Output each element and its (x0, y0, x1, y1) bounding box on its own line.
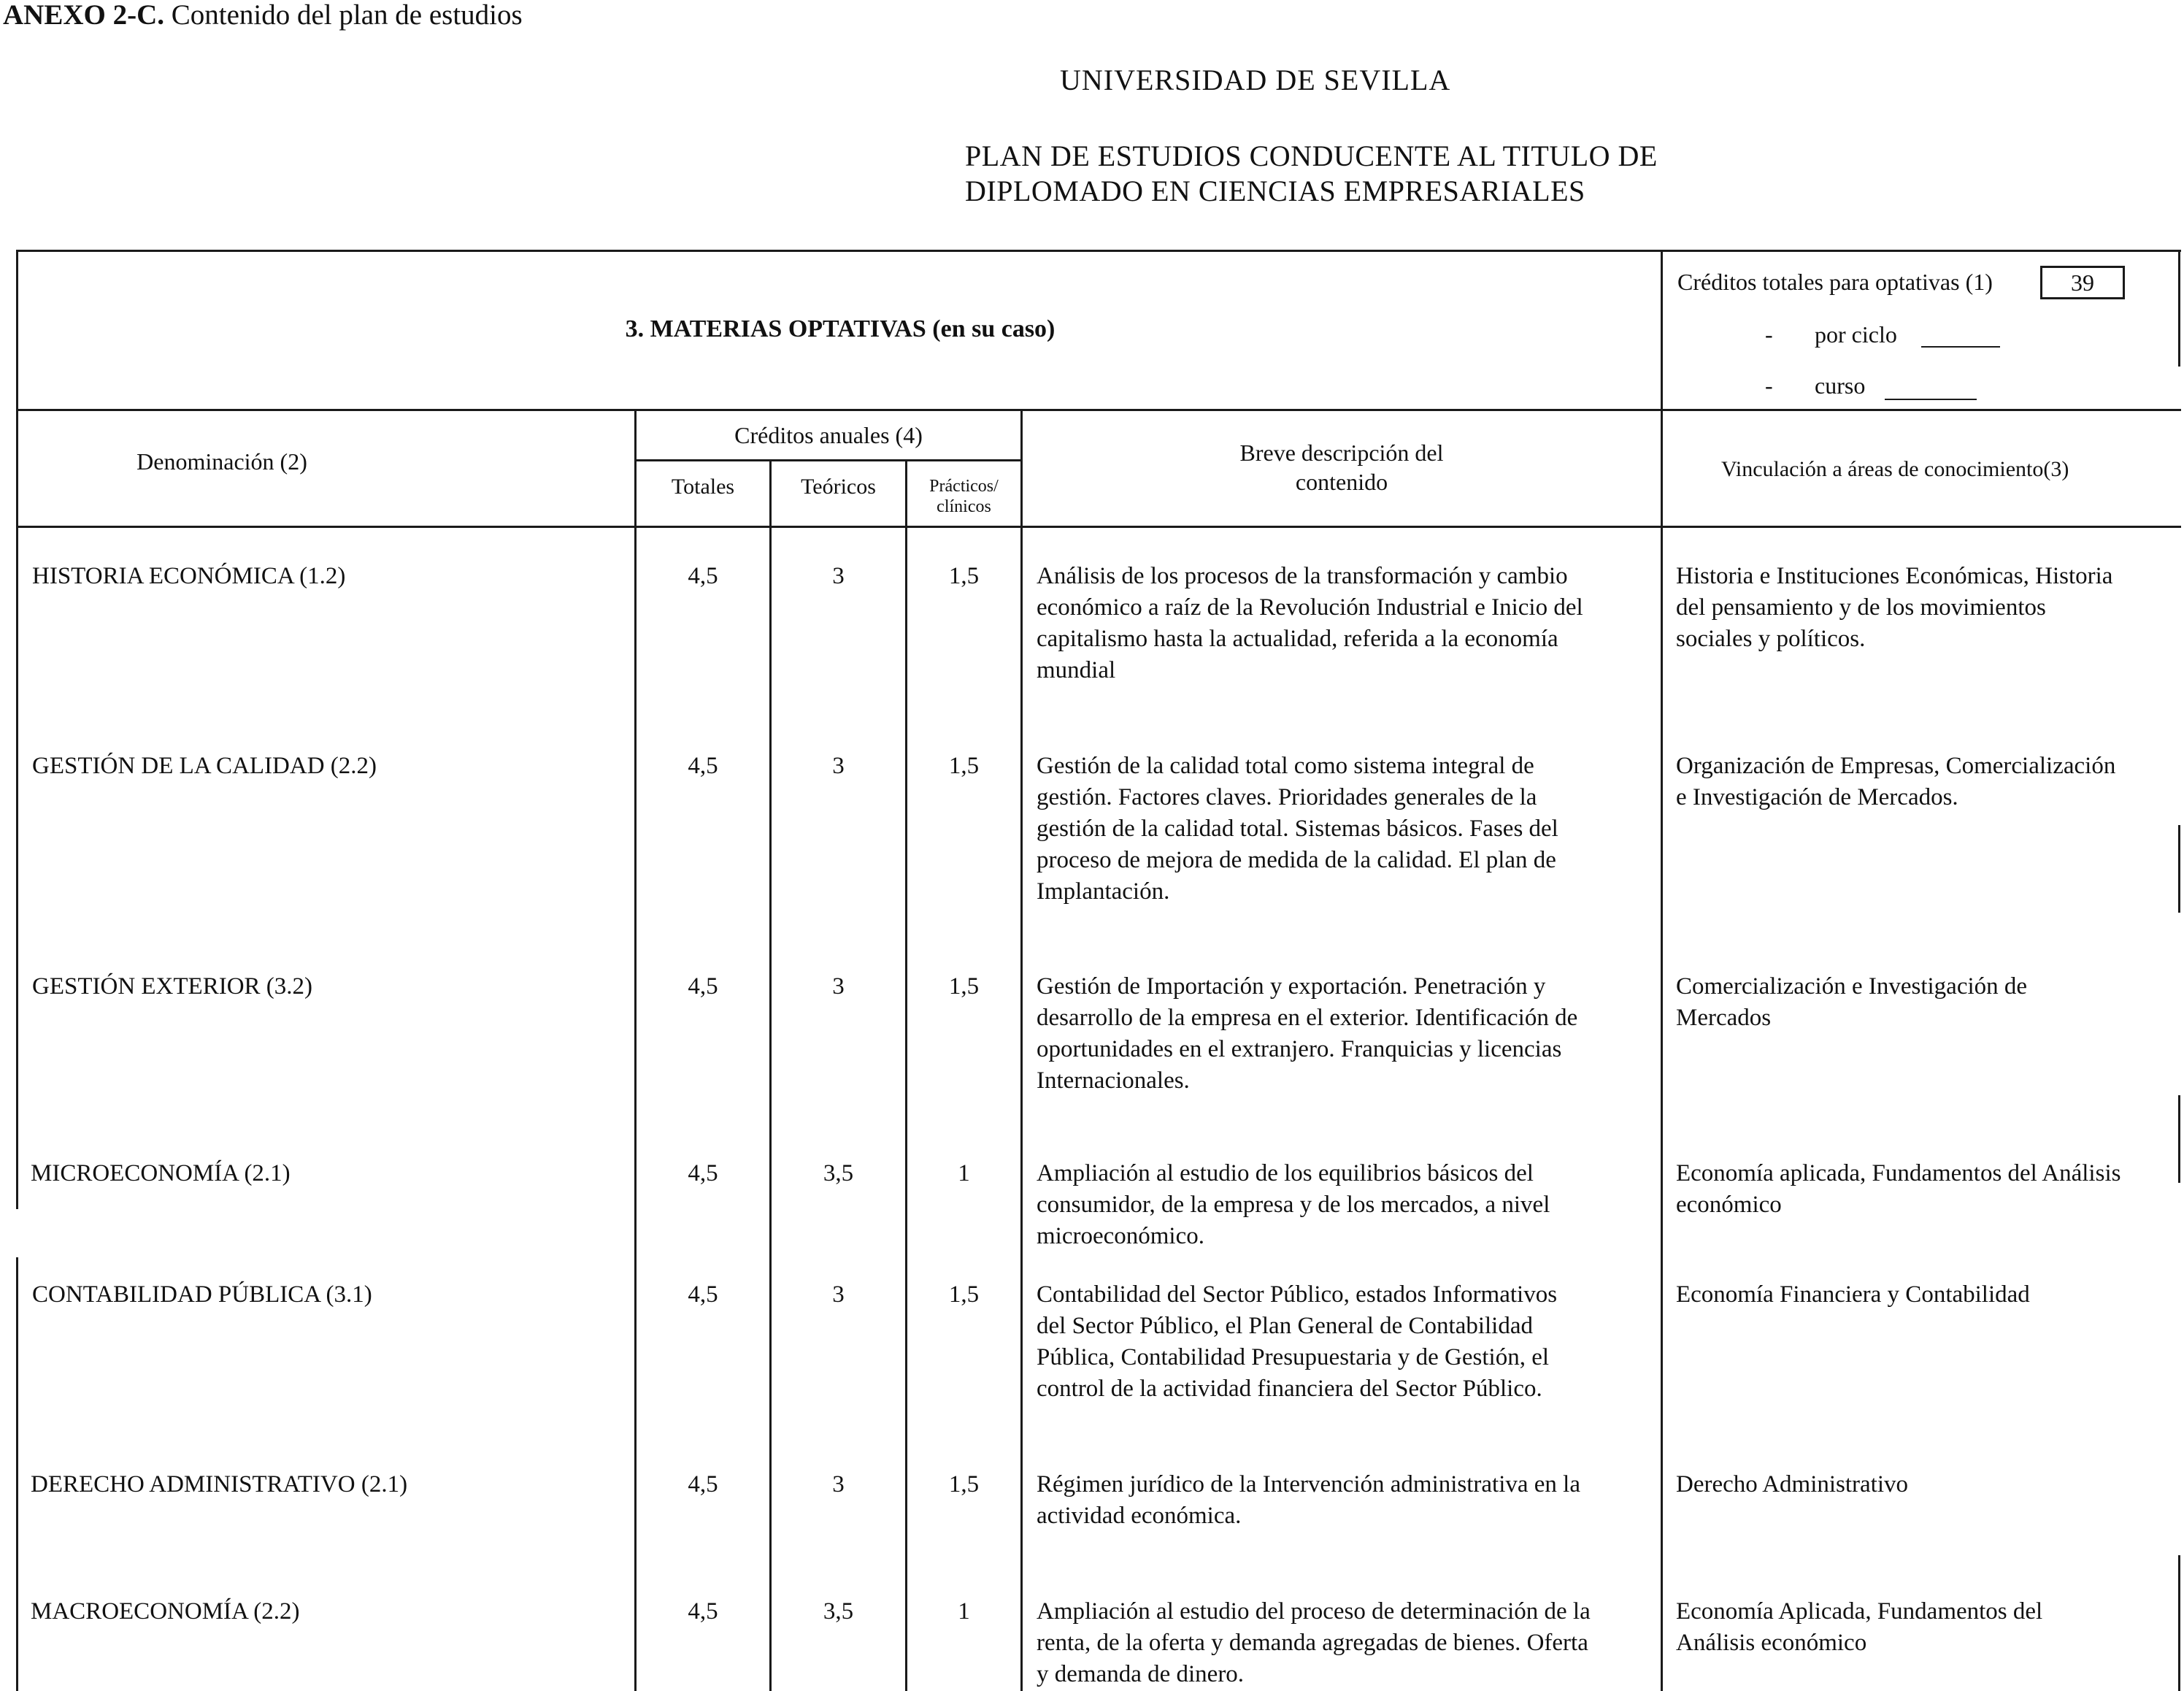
por-ciclo-blank (1921, 346, 2000, 348)
por-ciclo-dash: - (1765, 321, 1773, 348)
row-descripcion-line: del Sector Público, el Plan General de Contabilidad (1037, 1313, 1533, 1339)
row-vinculacion (1676, 1279, 2030, 1311)
row-vinculacion (1676, 1596, 2042, 1659)
row-descripcion-line: y demanda de dinero. (1037, 1661, 1245, 1687)
plan-title-line-1: PLAN DE ESTUDIOS CONDUCENTE AL TITULO DE (965, 139, 1658, 172)
row-descripcion (1037, 751, 1558, 908)
row-practicos: 1,5 (948, 753, 980, 779)
row-descripcion-line: Gestión de Importación y exportación. Penetración y (1037, 973, 1546, 1000)
row-teoricos: 3 (832, 753, 845, 779)
row-descripcion-line: proceso de mejora de medida de la calidad. El plan de (1037, 847, 1556, 873)
credits-total-label: Créditos totales para optativas (1) (1677, 269, 1993, 295)
row-vinculacion-line: e Investigación de Mercados. (1676, 784, 1958, 810)
curso-blank (1885, 399, 1977, 400)
row-descripcion-line: Ampliación al estudio de los equilibrios básicos del (1037, 1160, 1534, 1186)
row-vinculacion (1676, 1158, 2120, 1221)
row-vinculacion-line: Derecho Administrativo (1676, 1471, 1909, 1498)
row-descripcion-line: Régimen jurídico de la Intervención administrativa en la (1037, 1471, 1580, 1498)
row-denominacion: MACROECONOMÍA (2.2) (31, 1598, 300, 1625)
row-totales: 4,5 (688, 1598, 718, 1625)
col-header-practicos (907, 476, 1020, 517)
row-vinculacion-line: del pensamiento y de los movimientos (1676, 594, 2046, 621)
row-practicos: 1,5 (948, 1281, 980, 1308)
row-descripcion (1037, 1158, 1550, 1252)
col-header-totales: Totales (671, 475, 735, 499)
row-descripcion-line: control de la actividad financiera del Sector Público. (1037, 1376, 1542, 1402)
row-descripcion-line: actividad económica. (1037, 1503, 1242, 1529)
row-vinculacion-line: Economía aplicada, Fundamentos del Análisis (1676, 1160, 2121, 1186)
col-header-descripcion-line-2: contenido (1295, 469, 1388, 495)
row-descripcion-line: capitalismo hasta la actualidad, referida a la economía (1037, 626, 1558, 652)
row-descripcion-line: Implantación. (1037, 878, 1170, 905)
por-ciclo-label: por ciclo (1815, 321, 1897, 348)
row-descripcion-line: mundial (1037, 657, 1116, 683)
row-practicos: 1,5 (948, 1471, 980, 1498)
row-vinculacion-line: económico (1676, 1192, 1782, 1218)
row-vinculacion-line: Mercados (1676, 1005, 1772, 1031)
col-header-vinculacion: Vinculación a áreas de conocimiento(3) (1721, 457, 2069, 481)
row-totales: 4,5 (688, 753, 718, 779)
row-descripcion (1037, 561, 1583, 686)
credits-total-box: 39 (2040, 266, 2125, 299)
annex-heading (3, 0, 523, 31)
row-teoricos: 3 (832, 1471, 845, 1498)
col-header-practicos-line-2: clínicos (937, 497, 991, 516)
row-practicos: 1,5 (948, 973, 980, 1000)
row-descripcion-line: Análisis de los procesos de la transformación y cambio (1037, 563, 1568, 589)
row-teoricos: 3,5 (823, 1598, 854, 1625)
row-descripcion-line: Contabilidad del Sector Público, estados Informativos (1037, 1281, 1558, 1308)
row-practicos: 1 (958, 1160, 970, 1186)
col-header-teoricos: Teóricos (801, 475, 876, 499)
row-totales: 4,5 (688, 563, 718, 589)
row-vinculacion-line: sociales y políticos. (1676, 626, 1866, 652)
row-descripcion-line: consumidor, de la empresa y de los mercados, a nivel (1037, 1192, 1550, 1218)
row-denominacion: CONTABILIDAD PÚBLICA (3.1) (32, 1281, 372, 1308)
curso-label: curso (1815, 372, 1866, 399)
plan-title (965, 139, 1658, 209)
row-denominacion: MICROECONOMÍA (2.1) (31, 1160, 291, 1186)
row-totales: 4,5 (688, 1281, 718, 1308)
row-descripcion-line: microeconómico. (1037, 1223, 1205, 1249)
row-descripcion-line: Ampliación al estudio del proceso de determinación de la (1037, 1598, 1591, 1625)
row-vinculacion (1676, 751, 2115, 813)
col-header-practicos-line-1: Prácticos/ (929, 477, 999, 496)
col-header-denominacion: Denominación (2) (136, 448, 307, 475)
col-header-creditos-anuales: Créditos anuales (4) (734, 422, 923, 448)
row-descripcion-line: oportunidades en el extranjero. Franquicias y licencias (1037, 1036, 1562, 1062)
row-descripcion (1037, 971, 1577, 1097)
row-teoricos: 3 (832, 973, 845, 1000)
annex-number: ANEXO 2-C. (3, 0, 164, 31)
section-title: 3. MATERIAS OPTATIVAS (en su caso) (625, 315, 1056, 342)
row-vinculacion-line: Historia e Instituciones Económicas, Historia (1676, 563, 2113, 589)
col-header-descripcion (1023, 438, 1661, 496)
row-teoricos: 3,5 (823, 1160, 854, 1186)
row-vinculacion (1676, 561, 2112, 655)
row-denominacion: HISTORIA ECONÓMICA (1.2) (32, 563, 346, 589)
row-vinculacion (1676, 1469, 1908, 1500)
row-descripcion-line: Pública, Contabilidad Presupuestaria y de Gestión, el (1037, 1344, 1550, 1370)
row-denominacion: GESTIÓN DE LA CALIDAD (2.2) (32, 753, 377, 779)
row-vinculacion-line: Economía Aplicada, Fundamentos del (1676, 1598, 2043, 1625)
col-header-descripcion-line-1: Breve descripción del (1239, 440, 1444, 466)
plan-title-line-2: DIPLOMADO EN CIENCIAS EMPRESARIALES (965, 175, 1585, 207)
row-descripcion (1037, 1279, 1557, 1405)
row-vinculacion (1676, 971, 2027, 1034)
curso-dash: - (1765, 372, 1773, 399)
row-teoricos: 3 (832, 1281, 845, 1308)
row-descripcion-line: gestión. Factores claves. Prioridades generales de la (1037, 784, 1537, 810)
row-denominacion: GESTIÓN EXTERIOR (3.2) (32, 973, 313, 1000)
row-vinculacion-line: Economía Financiera y Contabilidad (1676, 1281, 2030, 1308)
university-name: UNIVERSIDAD DE SEVILLA (1060, 64, 1451, 96)
row-denominacion: DERECHO ADMINISTRATIVO (2.1) (31, 1471, 408, 1498)
row-descripcion-line: desarrollo de la empresa en el exterior. Identificación de (1037, 1005, 1578, 1031)
row-vinculacion-line: Análisis económico (1676, 1630, 1867, 1656)
row-descripcion-line: renta, de la oferta y demanda agregadas de bienes. Oferta (1037, 1630, 1588, 1656)
row-descripcion (1037, 1469, 1580, 1532)
row-totales: 4,5 (688, 1160, 718, 1186)
row-descripcion (1037, 1596, 1591, 1690)
row-totales: 4,5 (688, 1471, 718, 1498)
row-descripcion-line: Gestión de la calidad total como sistema integral de (1037, 753, 1534, 779)
row-descripcion-line: gestión de la calidad total. Sistemas básicos. Fases del (1037, 816, 1558, 842)
row-totales: 4,5 (688, 973, 718, 1000)
row-descripcion-line: económico a raíz de la Revolución Industrial e Inicio del (1037, 594, 1583, 621)
row-vinculacion-line: Comercialización e Investigación de (1676, 973, 2028, 1000)
row-practicos: 1,5 (948, 563, 980, 589)
annex-subtitle: Contenido del plan de estudios (164, 0, 523, 31)
row-practicos: 1 (958, 1598, 970, 1625)
row-descripcion-line: Internacionales. (1037, 1067, 1190, 1094)
row-teoricos: 3 (832, 563, 845, 589)
row-vinculacion-line: Organización de Empresas, Comercialización (1676, 753, 2116, 779)
